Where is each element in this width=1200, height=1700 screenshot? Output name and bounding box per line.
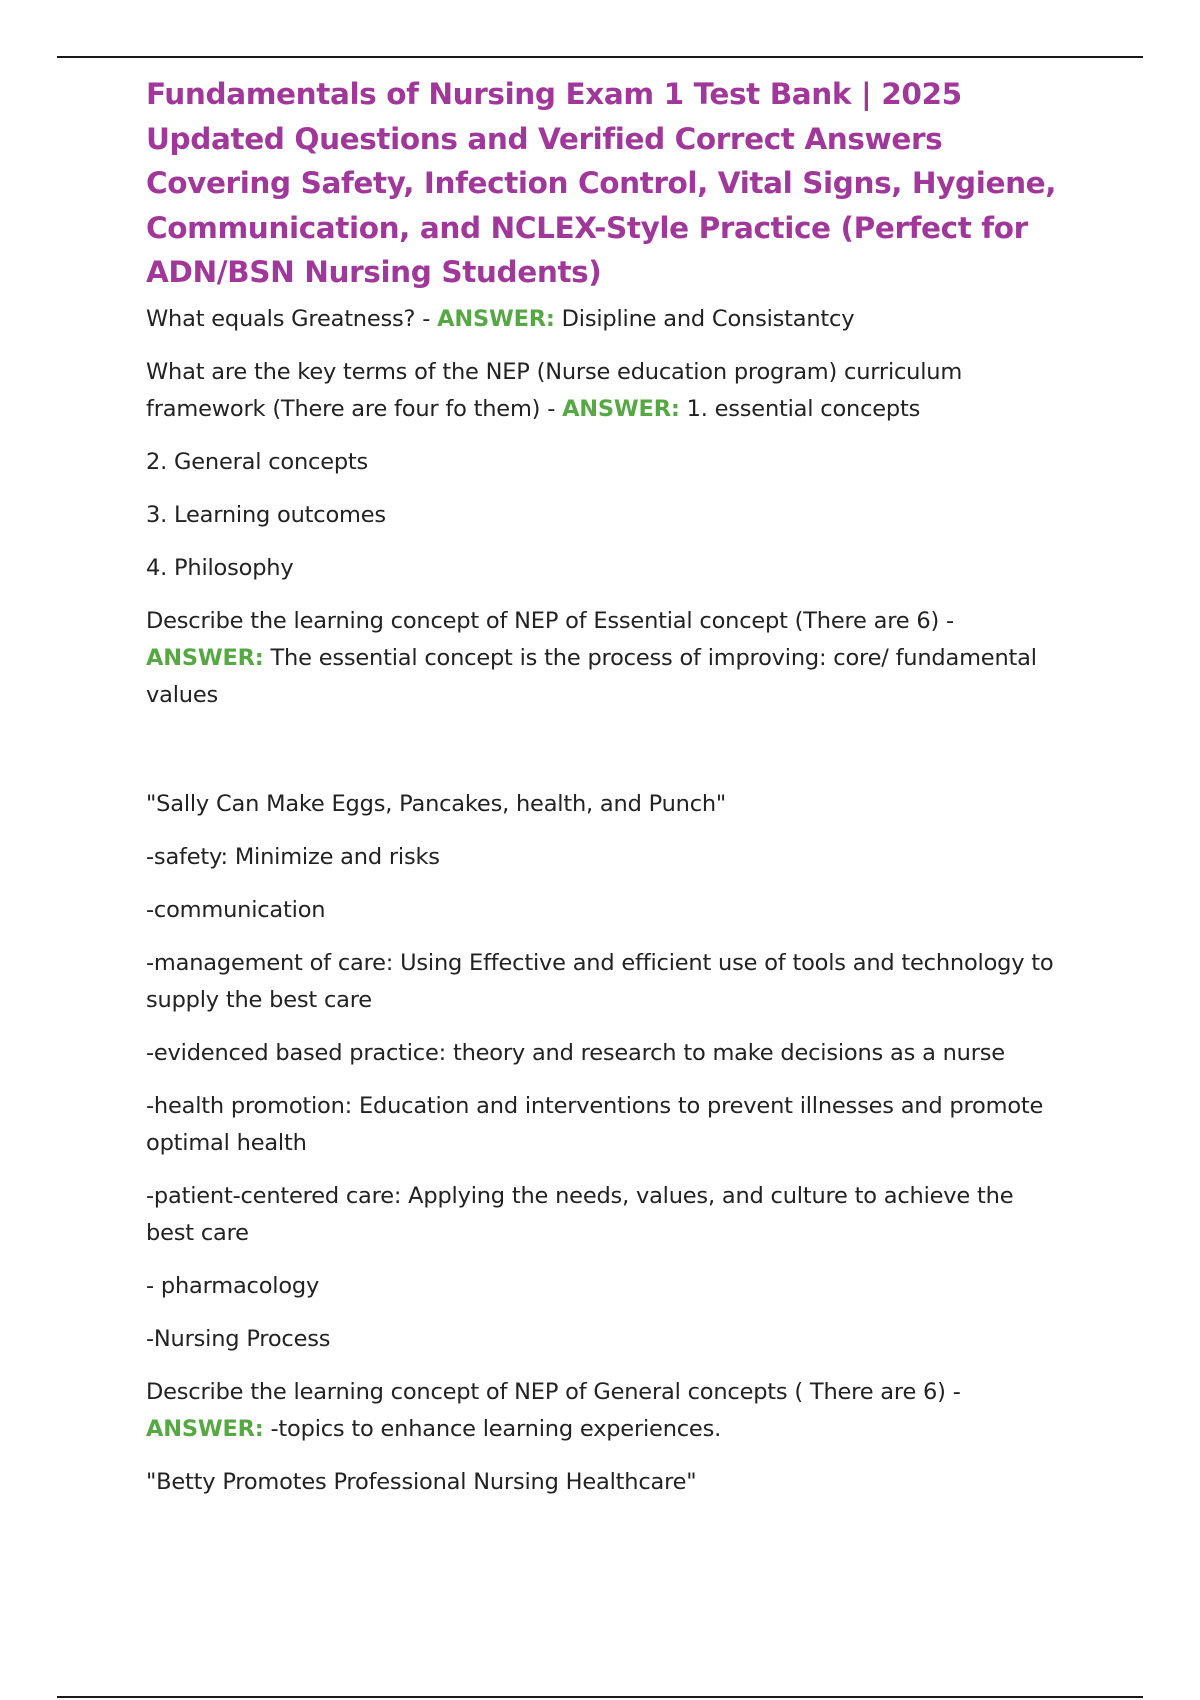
list-item: 4. Philosophy [146,554,294,581]
list-item: -health promotion: Education and interventions to prevent illnesses and promote optimal health [146,1092,1044,1156]
top-rule [57,56,1143,58]
answer-text: Disipline and Consistantcy [554,305,855,332]
list-item: -safety: Minimize and risks [146,843,440,870]
question-text: What are the key terms of the NEP (Nurse education program) curriculum framework (There are four fo them) - [146,358,963,422]
list-item: -management of care: Using Effective and efficient use of tools and technology to supply the best care [146,949,1054,1013]
answer-text: -topics to enhance learning experiences. [263,1415,722,1442]
document-title: Fundamentals of Nursing Exam 1 Test Bank | 2025 Updated Questions and Verified Correct Answers Covering Safety, Infection Control, Vital Signs, Hygiene, Communication, and NCLEX-Style Practice (Perfect for ADN/BSN Nursing Students) [146,77,1057,289]
bottom-rule [57,1696,1143,1698]
document-body [146,72,1066,1517]
list-item: -communication [146,896,326,923]
qa-item-essential-concept [146,603,1066,714]
mnemonic-text: "Sally Can Make Eggs, Pancakes, health, and Punch" [146,790,727,817]
qa-item-greatness [146,301,1066,338]
list-item: 2. General concepts [146,448,369,475]
question-text: Describe the learning concept of NEP of Essential concept (There are 6) - [146,607,954,634]
question-text: Describe the learning concept of NEP of General concepts ( There are 6) - [146,1378,961,1405]
mnemonic-text: "Betty Promotes Professional Nursing Healthcare" [146,1468,697,1495]
answer-text: The essential concept is the process of improving: core/ fundamental values [146,644,1037,708]
list-item: 3. Learning outcomes [146,501,386,528]
list-item: -Nursing Process [146,1325,331,1352]
answer-label: ANSWER: [146,1415,264,1442]
answer-label: ANSWER: [437,305,555,332]
question-text: What equals Greatness? - [146,305,438,332]
list-item: -evidenced based practice: theory and research to make decisions as a nurse [146,1039,1005,1066]
qa-item-key-terms [146,354,1066,428]
qa-item-general-concepts [146,1374,1066,1448]
answer-text: 1. essential concepts [679,395,921,422]
list-item: - pharmacology [146,1272,320,1299]
blank-line [146,730,1066,786]
answer-label: ANSWER: [146,644,264,671]
answer-label: ANSWER: [562,395,680,422]
list-item: -patient-centered care: Applying the needs, values, and culture to achieve the best care [146,1182,1014,1246]
